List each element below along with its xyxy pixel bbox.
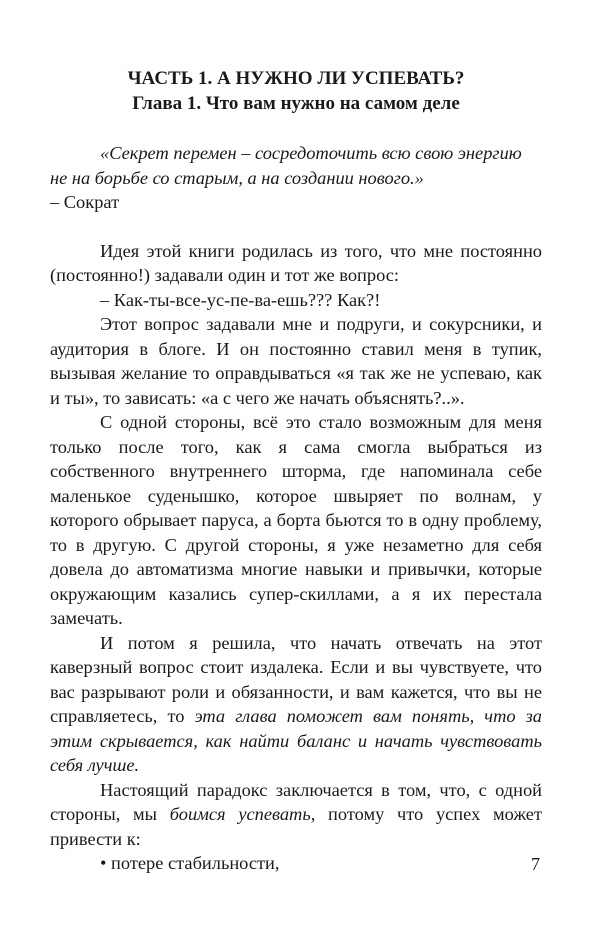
paragraph-6-italic: боимся успевать,	[169, 804, 316, 824]
paragraph-4: С одной стороны, всё это стало возможным для меня только после того, как я сама смогла выбраться из собственного внутреннего шторма, где напоминала себе маленькое суденышко, которое швыряет по волнам, у которого обрывает паруса, а борта бьются то в одну проблему, то в другую. С другой стороны, я уже незаметно для себя довела до автоматизма многие навыки и привычки, которые окружающим казались супер-скиллами, а я их перестала замечать.	[50, 412, 542, 628]
list-item: • потере стабильности,	[100, 853, 280, 873]
paragraph-2: – Как-ты-все-ус-пе-ва-ешь??? Как?!	[100, 289, 381, 310]
paragraph-3: Этот вопрос задавали мне и подруги, и сокурсники, и аудитория в блоге. И он постоянно ставил меня в тупик, вызывая желание то оправдываться «я так же не успеваю, как и ты», то зависать: «а с чего же начать объяснять?..».	[50, 314, 542, 408]
chapter-title: Глава 1. Что вам нужно на самом деле	[132, 93, 460, 114]
paragraph-6-end: потому что успех может привести к:	[50, 804, 543, 849]
paragraph-6	[50, 778, 542, 852]
part-title: ЧАСТЬ 1. А НУЖНО ЛИ УСПЕВАТЬ?	[127, 68, 465, 89]
epigraph-quote: «Секрет перемен – сосредоточить всю свою энергию не на борьбе со старым, а на создании нового.»	[50, 143, 522, 188]
book-page	[50, 66, 542, 876]
paragraph-5-text: И потом я решила, что начать отвечать на этот каверзный вопрос стоит издалека. Если и вы чувствуете, что вас разрывают роли и обязанности, и вам кажется, что вы не справляетесь, то	[50, 632, 542, 726]
paragraph-1: Идея этой книги родилась из того, что мне постоянно (постоянно!) задавали один и тот же вопрос:	[50, 240, 542, 285]
paragraph-6-text: Настоящий парадокс заключается в том, что, с одной стороны, мы	[50, 779, 542, 824]
epigraph	[50, 141, 542, 215]
epigraph-author: – Сократ	[50, 192, 120, 212]
page-number: 7	[531, 854, 540, 874]
paragraph-5-italic: эта глава поможет вам понять, что за этим скрывается, как найти баланс и начать чувствовать себя лучше.	[50, 706, 542, 775]
paragraph-5	[50, 631, 542, 778]
